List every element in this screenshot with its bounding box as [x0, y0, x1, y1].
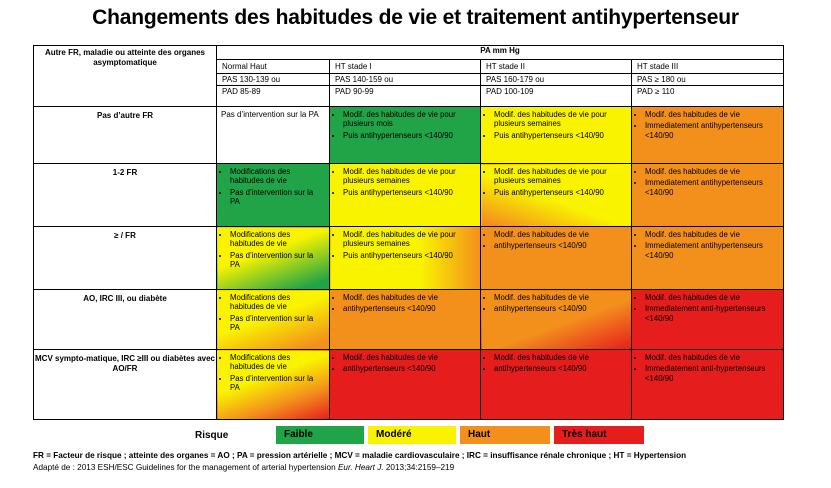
cell-r2-c2: [481, 227, 632, 290]
cell-r3-c3: [632, 290, 784, 350]
stage-header-normal-haut: [217, 60, 330, 107]
page-title: Changements des habitudes de vie et traitement antihypertenseur: [92, 6, 739, 29]
cell-item: • antihypertenseurs <140/90: [494, 304, 627, 313]
stage-header-ht1: [330, 60, 481, 107]
cell-item: • Puis antihypertenseurs <140/90: [343, 131, 476, 140]
cell-item: • Modif. des habitudes de vie pour plusieurs semaines: [343, 167, 476, 186]
row-label: MCV sympto-matique, IRC ≥III ou diabètes avec AO/FR: [34, 350, 217, 420]
cell-item: • Immediatement antihypertenseurs <140/90: [645, 241, 779, 260]
stage-pad: PAD 100-109: [481, 85, 631, 97]
footnote: FR = Facteur de risque ; atteinte des organes = AO ; PA = pression artérielle ; MCV = maladie cardiovasculaire ; IRC = insuffisance rénale chronique ; HT = Hypertension: [33, 451, 687, 460]
cell-item: • Modifications des habitudes de vie: [230, 230, 325, 249]
source-prefix: Adapté de : 2013 ESH/ESC Guidelines for the management of arterial hypertension: [33, 463, 338, 472]
cell-item: • Immediatement anti-hypertenseurs <140/90: [645, 364, 779, 383]
stage-pas: PAS 160-179 ou: [481, 73, 631, 85]
cell-item: • Modif. des habitudes de vie: [645, 293, 779, 302]
cell-item: • Puis antihypertenseurs <140/90: [343, 188, 476, 197]
cell-r2-c3: [632, 227, 784, 290]
stage-pad: PAD 90-99: [330, 85, 480, 97]
stage-name: HT stade II: [486, 62, 525, 71]
cell-item: • Modif. des habitudes de vie: [494, 293, 627, 302]
stage-pas: PAS ≥ 180 ou: [632, 73, 783, 85]
cell-r0-c3: [632, 107, 784, 164]
pa-header: PA mm Hg: [217, 46, 784, 60]
cell-item: • Modif. des habitudes de vie: [494, 230, 627, 239]
source-suffix: 2013;34:2159–219: [383, 463, 455, 472]
cell-item: • Pas d’intervention sur la PA: [230, 251, 325, 270]
stage-pas: PAS 140-159 ou: [330, 73, 480, 85]
cell-item: • Pas d’intervention sur la PA: [230, 188, 325, 207]
cell-r0-c2: [481, 107, 632, 164]
cell-item: • Modif. des habitudes de vie: [645, 110, 779, 119]
corner-header: Autre FR, maladie ou atteinte des organes asymptomatique: [34, 46, 217, 107]
cell-item: • Modif. des habitudes de vie: [645, 353, 779, 362]
stage-name: Normal Haut: [222, 62, 267, 71]
cell-r3-c1: [330, 290, 481, 350]
cell-item: • Modif. des habitudes de vie: [343, 353, 476, 362]
cell-item: • Modifications des habitudes de vie: [230, 293, 325, 312]
stage-pas: PAS 130-139 ou: [217, 73, 329, 85]
legend-haut: Haut: [460, 426, 550, 444]
cell-item: • Puis antihypertenseurs <140/90: [494, 131, 627, 140]
cell-item: • Modif. des habitudes de vie: [645, 167, 779, 176]
cell-item: • Immediatement anti-hypertenseurs <140/90: [645, 304, 779, 323]
source-citation: [33, 463, 454, 472]
cell-item: • Modif. des habitudes de vie pour plusieurs semaines: [494, 110, 627, 129]
row-label: AO, IRC III, ou diabète: [34, 290, 217, 350]
legend-tres-haut: Très haut: [554, 426, 644, 444]
stage-name: HT stade I: [335, 62, 372, 71]
cell-r1-c2: [481, 164, 632, 227]
cell-item: • antihypertenseurs <140/90: [494, 241, 627, 250]
cell-item: • Modif. des habitudes de vie: [645, 230, 779, 239]
cell-r3-c0: [217, 290, 330, 350]
cell-r4-c0: [217, 350, 330, 420]
legend-modere: Modéré: [368, 426, 456, 444]
cell-r2-c0: [217, 227, 330, 290]
stage-name: HT stade III: [637, 62, 679, 71]
cell-r0-c0: Pas d’intervention sur la PA: [217, 107, 330, 164]
cell-item: • Modif. des habitudes de vie: [343, 293, 476, 302]
stage-header-ht3: [632, 60, 784, 107]
cell-item: • Modif. des habitudes de vie pour plusieurs semaines: [343, 230, 476, 249]
cell-item: • Modifications des habitudes de vie: [230, 353, 325, 372]
cell-r1-c3: [632, 164, 784, 227]
cell-item: • Puis antihypertenseurs <140/90: [343, 251, 476, 260]
risk-table: [33, 45, 784, 420]
cell-r3-c2: [481, 290, 632, 350]
stage-header-ht2: [481, 60, 632, 107]
cell-item: • Modif. des habitudes de vie: [494, 353, 627, 362]
row-label: ≥ / FR: [34, 227, 217, 290]
cell-item: • Modif. des habitudes de vie pour plusieurs semaines: [494, 167, 627, 186]
cell-item: • Immediatement antihypertenseurs <140/90: [645, 121, 779, 140]
cell-item: • antihypertenseurs <140/90: [343, 364, 476, 373]
stage-pad: PAD ≥ 110: [632, 85, 783, 97]
cell-item: • Modif. des habitudes de vie pour plusieurs mois: [343, 110, 476, 129]
stage-pad: PAD 85-89: [217, 85, 329, 97]
row-label: Pas d’autre FR: [34, 107, 217, 164]
cell-item: • Puis antihypertenseurs <140/90: [494, 188, 627, 197]
cell-r4-c1: [330, 350, 481, 420]
cell-item: • Modifications des habitudes de vie: [230, 167, 325, 186]
source-journal: Eur. Heart J.: [337, 463, 384, 472]
cell-item: • Immediatement antihypertenseurs <140/90: [645, 178, 779, 197]
legend-label: Risque: [195, 430, 229, 441]
cell-item: • antihypertenseurs <140/90: [494, 364, 627, 373]
cell-r4-c2: [481, 350, 632, 420]
cell-r4-c3: [632, 350, 784, 420]
cell-r2-c1: [330, 227, 481, 290]
cell-item: • Pas d’intervention sur la PA: [230, 374, 325, 393]
cell-r1-c0: [217, 164, 330, 227]
cell-r0-c1: [330, 107, 481, 164]
cell-item: • antihypertenseurs <140/90: [343, 304, 476, 313]
cell-r1-c1: [330, 164, 481, 227]
row-label: 1-2 FR: [34, 164, 217, 227]
legend-faible: Faible: [276, 426, 364, 444]
cell-item: • Pas d’intervention sur la PA: [230, 314, 325, 333]
